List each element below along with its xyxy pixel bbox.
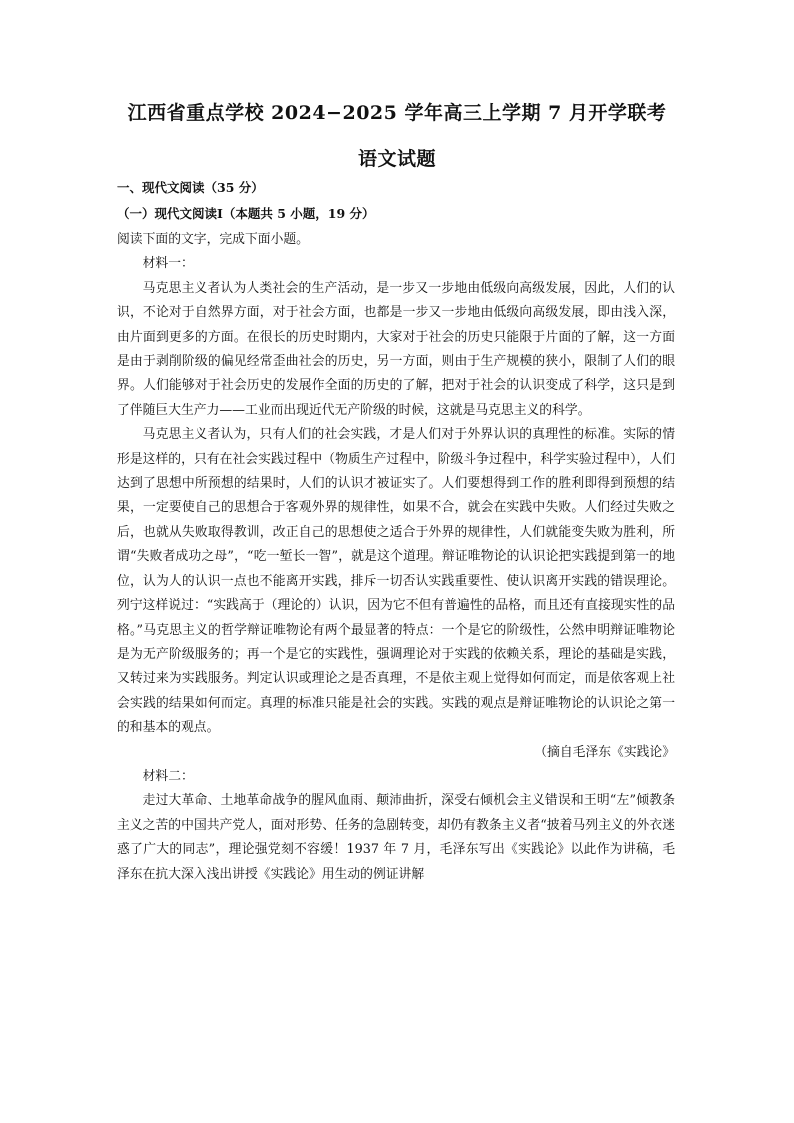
- document-subject-title: 语文试题: [357, 148, 436, 170]
- material1-label: 材料一：: [142, 256, 194, 272]
- material1-paragraph-2: 马克思主义者认为，只有人们的社会实践，才是人们对于外界认识的真理性的标准。实际的情形是这样的，只有在社会实践过程中（物质生产过程中，阶级斗争过程中，科学实验过程中），人们达到了思想中所预想的结果时，人们的认识才被证实了。人们要想得到工作的胜利即得到预想的结果，一定要使自己的思想合于客观外界的规律性，如果不合，就会在实践中失败。人们经过失败之后，也就从失败取得教训，改正自己的思想使之适合于外界的规律性，人们就能变失败为胜利，所谓“失败者成功之母”，“吃一堑长一智”，就是这个道理。辩证唯物论的认识论把实践提到第一的地位，认为人的认识一点也不能离开实践，排斥一切否认实践重要性、使认识离开实践的错误理论。列宁这样说过：“实践高于（理论的）认识，因为它不但有普遍性的品格，而且还有直接现实性的品格。”马克思主义的哲学辩证唯物论有两个最显著的特点：一个是它的阶级性，公然申明辩证唯物论是为无产阶级服务的；再一个是它的实践性，强调理论对于实践的依赖关系，理论的基础是实践，又转过来为实践服务。判定认识或理论之是否真理，不是依主观上觉得如何而定，而是依客观上社会实践的结果如何而定。真理的标准只能是社会的实践。实践的观点是辩证唯物论的认识论之第一的和基本的观点。: [117, 427, 675, 736]
- reading-passage: [117, 228, 675, 887]
- instruction-text: 阅读下面的文字，完成下面小题。: [117, 232, 309, 247]
- material2-paragraph-1: 走过大革命、土地革命战争的腥风血雨、颠沛曲折，深受右倾机会主义错误和王明“左”倾教条主义之苦的中国共产党人，面对形势、任务的急剧转变，却仍有教条主义者“披着马列主义的外衣迷惑了广大的同志”，理论强党刻不容缓！1937 年 7 月，毛泽东写出《实践论》以此作为讲稿，毛泽东在抗大深入浅出讲授《实践论》用生动的例证讲解: [117, 793, 675, 882]
- document-title: 江西省重点学校 2024−2025 学年高三上学期 7 月开学联考: [127, 102, 667, 124]
- material1-source: （摘自毛泽东《实践论》: [534, 744, 675, 760]
- section-heading: 一、现代文阅读（35 分）: [117, 180, 264, 195]
- material2-label: 材料二：: [142, 768, 194, 784]
- subsection-heading: （一）现代文阅读Ⅰ（本题共 5 小题，19 分）: [117, 206, 375, 221]
- material1-paragraph-1: 马克思主义者认为人类社会的生产活动，是一步又一步地由低级向高级发展，因此，人们的认识，不论对于自然界方面，对于社会方面，也都是一步又一步地由低级向高级发展，即由浅入深，由片面到更多的方面。在很长的历史时期内，大家对于社会的历史只能限于片面的了解，这一方面是由于剥削阶级的偏见经常歪曲社会的历史，另一方面，则由于生产规模的狭小，限制了人们的眼界。人们能够对于社会历史的发展作全面的历史的了解，把对于社会的认识变成了科学，这只是到了伴随巨大生产力——工业而出现近代无产阶级的时候，这就是马克思主义的科学。: [117, 280, 675, 418]
